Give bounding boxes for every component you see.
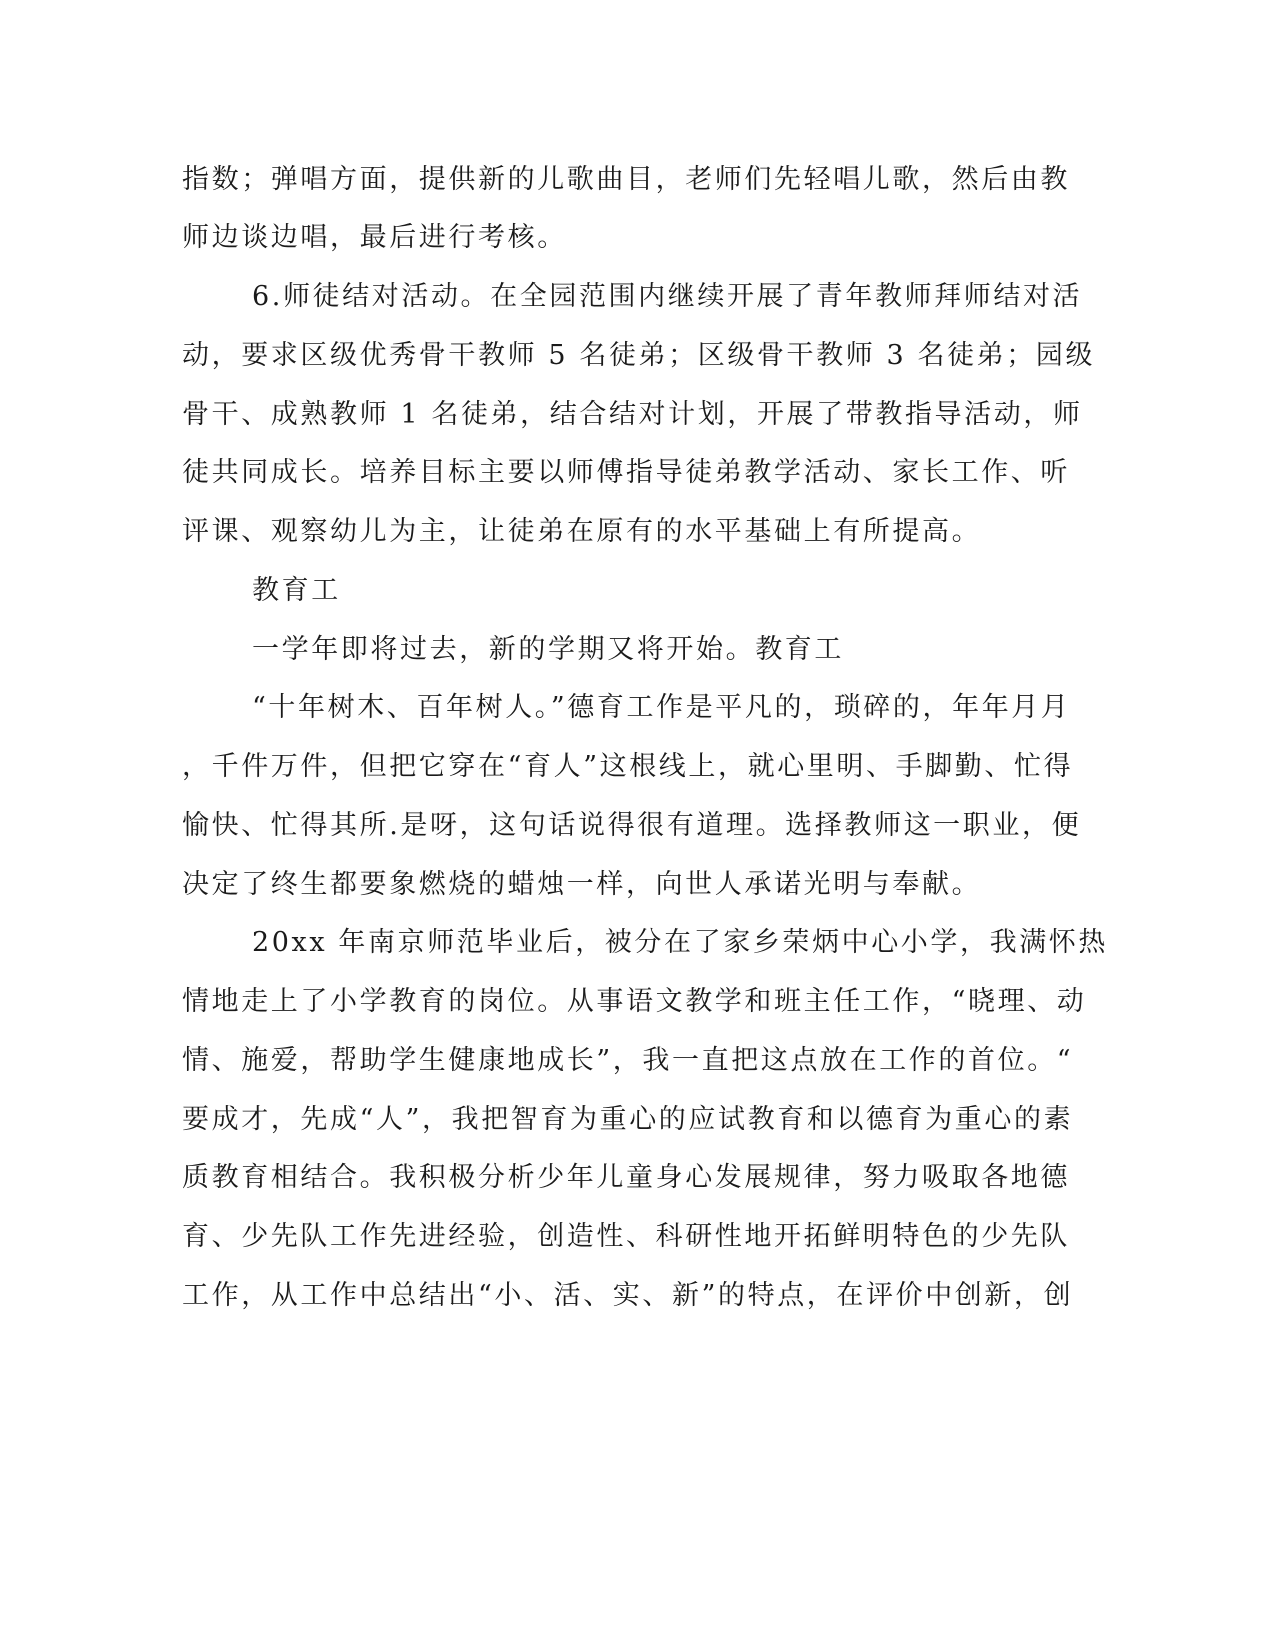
text-line: 育、少先队工作先进经验，创造性、科研性地开拓鲜明特色的少先队 [182, 1221, 1070, 1252]
text-line: ，千件万件，但把它穿在“育人”这根线上，就心里明、手脚勤、忙得 [182, 751, 1074, 782]
text-line: 一学年即将过去，新的学期又将开始。教育工 [252, 634, 844, 665]
text-line: 徒共同成长。培养目标主要以师傅指导徒弟教学活动、家长工作、听 [182, 457, 1070, 488]
text-line: 情地走上了小学教育的岗位。从事语文教学和班主任工作，“晓理、动 [182, 986, 1087, 1017]
text-line: 教育工 [252, 575, 341, 606]
text-line: 评课、观察幼儿为主，让徒弟在原有的水平基础上有所提高。 [182, 516, 982, 547]
text-line: 动，要求区级优秀骨干教师 5 名徒弟；区级骨干教师 3 名徒弟；园级 [182, 340, 1096, 371]
text-line: 20xx 年南京师范毕业后，被分在了家乡荣炳中心小学，我满怀热 [252, 927, 1108, 958]
text-line: 质教育相结合。我积极分析少年儿童身心发展规律，努力吸取各地德 [182, 1162, 1070, 1193]
text-line: 骨干、成熟教师 1 名徒弟，结合结对计划，开展了带教指导活动，师 [182, 399, 1083, 430]
text-line: 师边谈边唱，最后进行考核。 [182, 222, 567, 253]
text-line: 情、施爱，帮助学生健康地成长”，我一直把这点放在工作的首位。“ [182, 1045, 1074, 1076]
text-line: 愉快、忙得其所.是呀，这句话说得很有道理。选择教师这一职业，便 [182, 810, 1082, 841]
text-line: 工作，从工作中总结出“小、活、实、新”的特点，在评价中创新，创 [182, 1280, 1074, 1311]
text-line: 指数；弹唱方面，提供新的儿歌曲目，老师们先轻唱儿歌，然后由教 [182, 164, 1070, 195]
text-line: 决定了终生都要象燃烧的蜡烛一样，向世人承诺光明与奉献。 [182, 869, 982, 900]
text-line: 要成才，先成“人”，我把智育为重心的应试教育和以德育为重心的素 [182, 1104, 1074, 1135]
text-line: “十年树木、百年树人。”德育工作是平凡的，琐碎的，年年月月 [252, 692, 1071, 723]
text-line: 6.师徒结对活动。在全园范围内继续开展了青年教师拜师结对活 [252, 281, 1083, 312]
